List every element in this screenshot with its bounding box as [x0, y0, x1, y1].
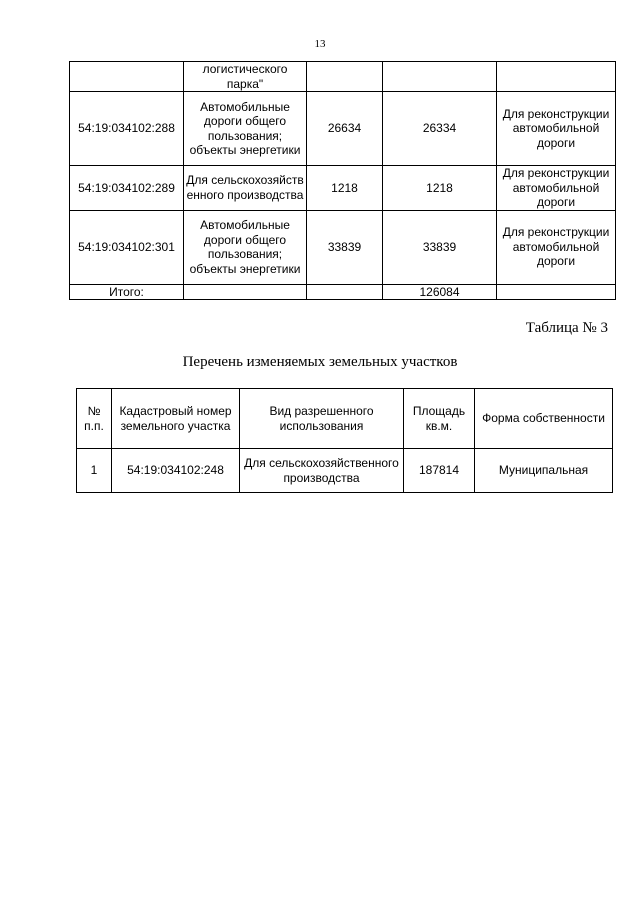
purpose-cell: Для реконструкции автомобильной дороги — [497, 210, 616, 284]
area-cell — [383, 62, 497, 92]
cadastre-cell: 54:19:034102:301 — [70, 210, 184, 284]
area-cell: 26334 — [383, 92, 497, 166]
area-cell: 33839 — [383, 210, 497, 284]
column-header: Площадь кв.м. — [404, 389, 475, 449]
purpose-cell — [497, 62, 616, 92]
column-header: Форма собственности — [475, 389, 613, 449]
area-cell: 26634 — [307, 92, 383, 166]
purpose-cell: Для реконструкции автомобильной дороги — [497, 166, 616, 211]
modified-plots-table — [76, 388, 613, 493]
area-cell: 187814 — [404, 449, 475, 493]
table-row — [70, 62, 616, 92]
use-cell: логистического парка" — [184, 62, 307, 92]
table-row — [70, 92, 616, 166]
empty-cell — [184, 284, 307, 300]
table-number-label: Таблица № 3 — [525, 320, 608, 336]
area-cell: 1218 — [383, 166, 497, 211]
column-header: № п.п. — [77, 389, 112, 449]
allocated-plots-table-continued — [69, 61, 616, 300]
cadastre-cell — [70, 62, 184, 92]
area-cell — [307, 62, 383, 92]
total-value: 126084 — [383, 284, 497, 300]
area-cell: 33839 — [307, 210, 383, 284]
purpose-cell: Для реконструкции автомобильной дороги — [497, 92, 616, 166]
table-header-row — [77, 389, 613, 449]
use-cell: Для сельскохозяйственного производства — [240, 449, 404, 493]
row-number-cell: 1 — [77, 449, 112, 493]
column-header: Вид разрешенного использования — [240, 389, 404, 449]
use-cell: Автомобильные дороги общего пользования; объекты энергетики — [184, 210, 307, 284]
cadastre-cell: 54:19:034102:248 — [112, 449, 240, 493]
ownership-cell: Муниципальная — [475, 449, 613, 493]
total-row — [70, 284, 616, 300]
area-cell: 1218 — [307, 166, 383, 211]
table-row — [70, 210, 616, 284]
table-title: Перечень изменяемых земельных участков — [182, 354, 458, 370]
page-number: 13 — [314, 38, 326, 50]
table-row — [77, 449, 613, 493]
cadastre-cell: 54:19:034102:288 — [70, 92, 184, 166]
total-label: Итого: — [70, 284, 184, 300]
use-cell: Для сельскохозяйственного производства — [184, 166, 307, 211]
empty-cell — [497, 284, 616, 300]
cadastre-cell: 54:19:034102:289 — [70, 166, 184, 211]
use-cell: Автомобильные дороги общего пользования; объекты энергетики — [184, 92, 307, 166]
empty-cell — [307, 284, 383, 300]
table-row — [70, 166, 616, 211]
column-header: Кадастровый номер земельного участка — [112, 389, 240, 449]
